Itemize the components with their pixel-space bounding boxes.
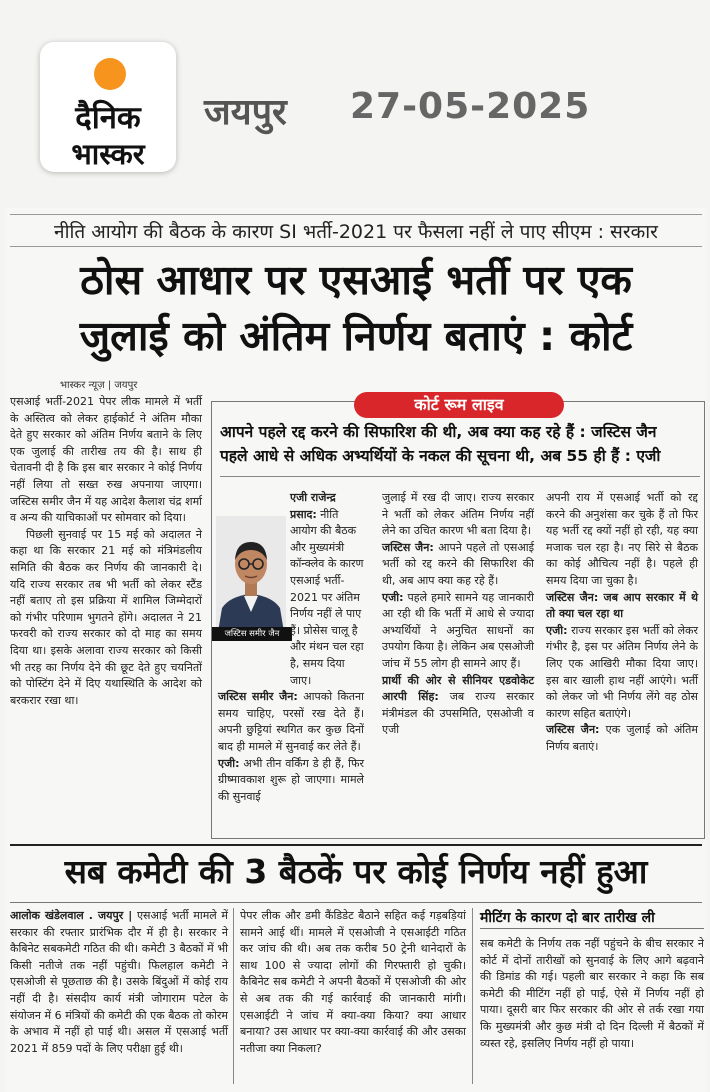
byline-2: आलोक खंडेलवाल . जयपुर | xyxy=(10,909,133,922)
speaker-ag: एजी: xyxy=(218,756,240,770)
top-rule xyxy=(10,214,702,215)
speaker-ag: एजी राजेन्द्र प्रसाद: xyxy=(290,491,336,521)
column-divider xyxy=(472,908,473,1084)
court-text xyxy=(546,623,698,723)
court-text-run: नीति आयोग की बैठक और मुख्यमंत्री कॉन्क्लेव के कारण एसआई भर्ती- 2021 पर अंतिम निर्णय नहीं ले पाए हैं। प्रोसेस चालू है और मंथन चल रहा है, समय दिया जाए। xyxy=(290,507,364,687)
headline2-rule xyxy=(10,902,702,903)
logo-line-1: दैनिक xyxy=(75,100,141,136)
story2-paragraph: सब कमेटी के निर्णय तक नहीं पहुंचने के बीच सरकार ने कोर्ट में दोनों तारीखों को सुनवाई के लिए आगे बढ़वाने की डिमांड की गई। पहली बार सरकार ने कहा कि सब कमेटी की मीटिंग नहीं हो पाई, ऐसे में निर्णय नहीं हो पाया। दूसरी बार फिर सरकार की ओर से तर्क रखा गया कि मुख्यमंत्री और कुछ मंत्री दो दिन दिल्ली में बैठकों में व्यस्त रहे, इसलिए निर्णय नहीं हो पाया। xyxy=(480,937,704,1050)
court-room-live-banner: कोर्ट रूम लाइव xyxy=(354,392,564,418)
story-paragraph: एसआई भर्ती-2021 पेपर लीक मामले में भर्ती के अस्तित्व को लेकर हाईकोर्ट ने अंतिम मौका देते हुए सरकार को अंतिम निर्णय बताने के लिए एक जुलाई की तारीख तय की है। साथ ही चेतावनी दी है कि इस बार सरकार ने कोई निर्णय नहीं लिया तो सख्त रुख अपनाया जाएगा। जस्टिस समीर जैन में यह आदेश कैलाश चंद्र शर्मा व अन्य की याचिकाओं पर सोमवार को दिया। xyxy=(10,395,202,525)
edition-city: जयपुर xyxy=(204,92,287,133)
byline: भास्कर न्यूज़ | जयपुर xyxy=(60,380,138,391)
article-kicker: नीति आयोग की बैठक के कारण SI भर्ती-2021 पर फैसला नहीं ले पाए सीएम : सरकार xyxy=(54,221,658,243)
court-column-1 xyxy=(218,490,364,836)
court-text xyxy=(382,540,534,590)
section-rule xyxy=(10,844,702,846)
speaker-justice: जस्टिस जैन: xyxy=(382,540,434,554)
court-text xyxy=(546,722,698,755)
court-room-rule xyxy=(220,476,700,477)
court-text-run: पहले हमारे सामने यह जानकारी आ रही थी कि भर्ती में आधे से ज्यादा अभ्यर्थियों ने अनुचित साधनों का उपयोग किया है। लेकिन अब एसओजी जांच में 55 लोग ही सामने आए हैं। xyxy=(382,590,534,670)
court-text xyxy=(382,673,534,739)
speaker-justice: जस्टिस समीर जैन: xyxy=(218,690,298,704)
story-paragraph: पिछली सुनवाई पर 15 मई को अदालत ने कहा था कि सरकार 21 मई को मंत्रिमंडलीय समिति की बैठक कर निर्णय की जानकारी दे। यदि राज्य सरकार तब भी भर्ती को लेकर स्टैंड नहीं बताए तो इस प्रक्रिया में शामिल जिम्मेदारों को गंभीर परिणाम भुगतने होंगे। अदालत ने 21 फरवरी को राज्य सरकार को दो माह का समय दिया था। इसके अलावा राज्य सरकार को किसी भी तरह का निर्णय देने की छूट देते हुए चयनितों को पोस्टिंग देने में दिए यथास्थिति के आदेश को बरकरार रखा था। xyxy=(10,527,202,707)
court-text: अपनी राय में एसआई भर्ती को रद्द करने की अनुशंसा कर चुके हैं तो फिर यह भर्ती रद्द क्यों नहीं हो रही, यह क्या मजाक चल रहा है। नए सिरे से बैठक का कोई औचित्य नहीं है। पहले ही समय दिया जा चुका है। xyxy=(546,491,698,587)
court-text xyxy=(218,756,364,806)
speaker-ag: एजी: xyxy=(382,590,404,604)
main-headline xyxy=(10,252,702,364)
court-column-3 xyxy=(546,490,698,836)
court-text: जुलाई में रख दी जाए। राज्य सरकार ने भर्ती को लेकर अंतिम निर्णय नहीं लेने का उचित कारण भी बता दिया है। xyxy=(382,491,534,538)
second-headline: सब कमेटी की 3 बैठकें पर कोई निर्णय नहीं हुआ xyxy=(64,852,648,891)
speaker-justice: जस्टिस जैन: xyxy=(546,723,600,737)
court-text xyxy=(290,490,364,689)
headline-line-1: ठोस आधार पर एसआई भर्ती पर एक xyxy=(80,256,632,304)
court-text-run: अभी तीन वर्किंग डे ही हैं, फिर ग्रीष्मावकाश शुरू हो जाएगा। मामले की सुनवाई xyxy=(218,756,364,803)
subhead-line-1: आपने पहले रद्द करने की सिफारिश की थी, अब क्या कह रहे हैं : जस्टिस जैन xyxy=(220,423,657,441)
story2-paragraph xyxy=(10,908,228,1057)
story2-text-run: एसआई भर्ती मामले में सरकार की रफ्तार प्रारंभिक दौर में ही है। सरकार ने कैबिनेट सबकमेटी गठित की थी। कमेटी 3 बैठकों में भी किसी नतीजे तक नहीं पहुंची। फिलहाल कमेटी ने एसओजी से पूछताछ की है। उसके बिंदुओं में कोई राय नहीं दी है। संसदीय कार्य मंत्री जोगाराम पटेल के संयोजन में 6 मंत्रियों की कमेटी की एक बैठक तो कोरम के अभाव में नहीं हो पाई थी। असल में एसआई भर्ती 2021 में 859 पदों के लिए परीक्षा हुई थी। xyxy=(10,909,228,1055)
court-text-run: आपको कितना समय चाहिए, परसों रख देते हैं। अपनी छुट्टियां स्थगित कर कुछ दिनों बाद ही मामले में सुनवाई कर लेते हैं। xyxy=(218,690,364,753)
story2-column-2 xyxy=(240,908,466,1088)
court-text xyxy=(218,689,364,755)
court-text xyxy=(382,590,534,673)
kicker-rule xyxy=(10,246,702,247)
court-room-subhead xyxy=(220,420,704,468)
story2-column-3 xyxy=(480,936,704,1088)
court-text-run: राज्य सरकार इस भर्ती को लेकर गंभीर है, इस पर अंतिम निर्णय लेने के लिए एक आखिरी मौका दिया जाए। इस बार खाली हाथ नहीं आएंगे। भर्ती को लेकर जो भी निर्णय लेंगे वह ठोस कारण सहित बताएंगे। xyxy=(546,623,698,720)
court-column-2 xyxy=(382,490,534,836)
column-divider xyxy=(233,908,234,1084)
dainik-bhaskar-logo xyxy=(40,42,176,172)
court-text-run: आपने पहले तो एसआई भर्ती को रद्द करने की सिफारिश की थी, अब आप क्या कह रहे हैं। xyxy=(382,540,535,587)
court-text-run: जब राज्य सरकार मंत्रीमंडल की उपसमिति, एसओजी व एजी xyxy=(382,690,535,737)
court-subhead: जस्टिस जैन: जब आप सरकार में थे तो क्या चल रहा था xyxy=(546,590,698,621)
speaker-ag: एजी: xyxy=(546,623,568,637)
court-text-run: एक जुलाई को अंतिम निर्णय बताएं। xyxy=(546,723,698,753)
edition-date: 27-05-2025 xyxy=(350,86,591,127)
newspaper-clipping xyxy=(6,208,706,1092)
side-headline: मीटिंग के कारण दो बार तारीख ली xyxy=(480,910,655,926)
sun-icon xyxy=(94,58,126,90)
subhead-line-2: पहले आधे से अधिक अभ्यर्थियों के नकल की सूचना थी, अब 55 ही हैं : एजी xyxy=(220,447,661,465)
side-headline-rule xyxy=(480,928,704,929)
story2-paragraph: पेपर लीक और डमी कैंडिडेट बैठाने सहित कई गड़बड़ियां सामने आई थीं। मामले में एसओजी ने एसआईटी गठित कर जांच की थी। अब तक करीब 50 ट्रेनी थानेदारों के साथ 100 से ज्यादा लोगों की गिरफ्तारी हो चुकी। कैबिनेट सब कमेटी ने अपनी बैठकों में एसओजी की ओर से अब तक की गई कार्रवाई की जानकारी मांगी। एसआईटी ने जांच में क्या-क्या किया? क्या आधार बनाया? उस आधार पर क्या-क्या कार्रवाई की और उसका नतीजा क्या निकला? xyxy=(240,909,466,1055)
story-column-left xyxy=(10,394,202,846)
photo-caption: जस्टिस समीर जैन xyxy=(212,627,292,641)
story2-column-1 xyxy=(10,908,228,1088)
speaker-advocate: प्रार्थी की ओर से सीनियर एडवोकेट आरपी सिंह: xyxy=(382,673,534,704)
logo-line-2: भास्कर xyxy=(71,137,145,171)
headline-line-2: जुलाई को अंतिम निर्णय बताएं : कोर्ट xyxy=(79,312,633,360)
